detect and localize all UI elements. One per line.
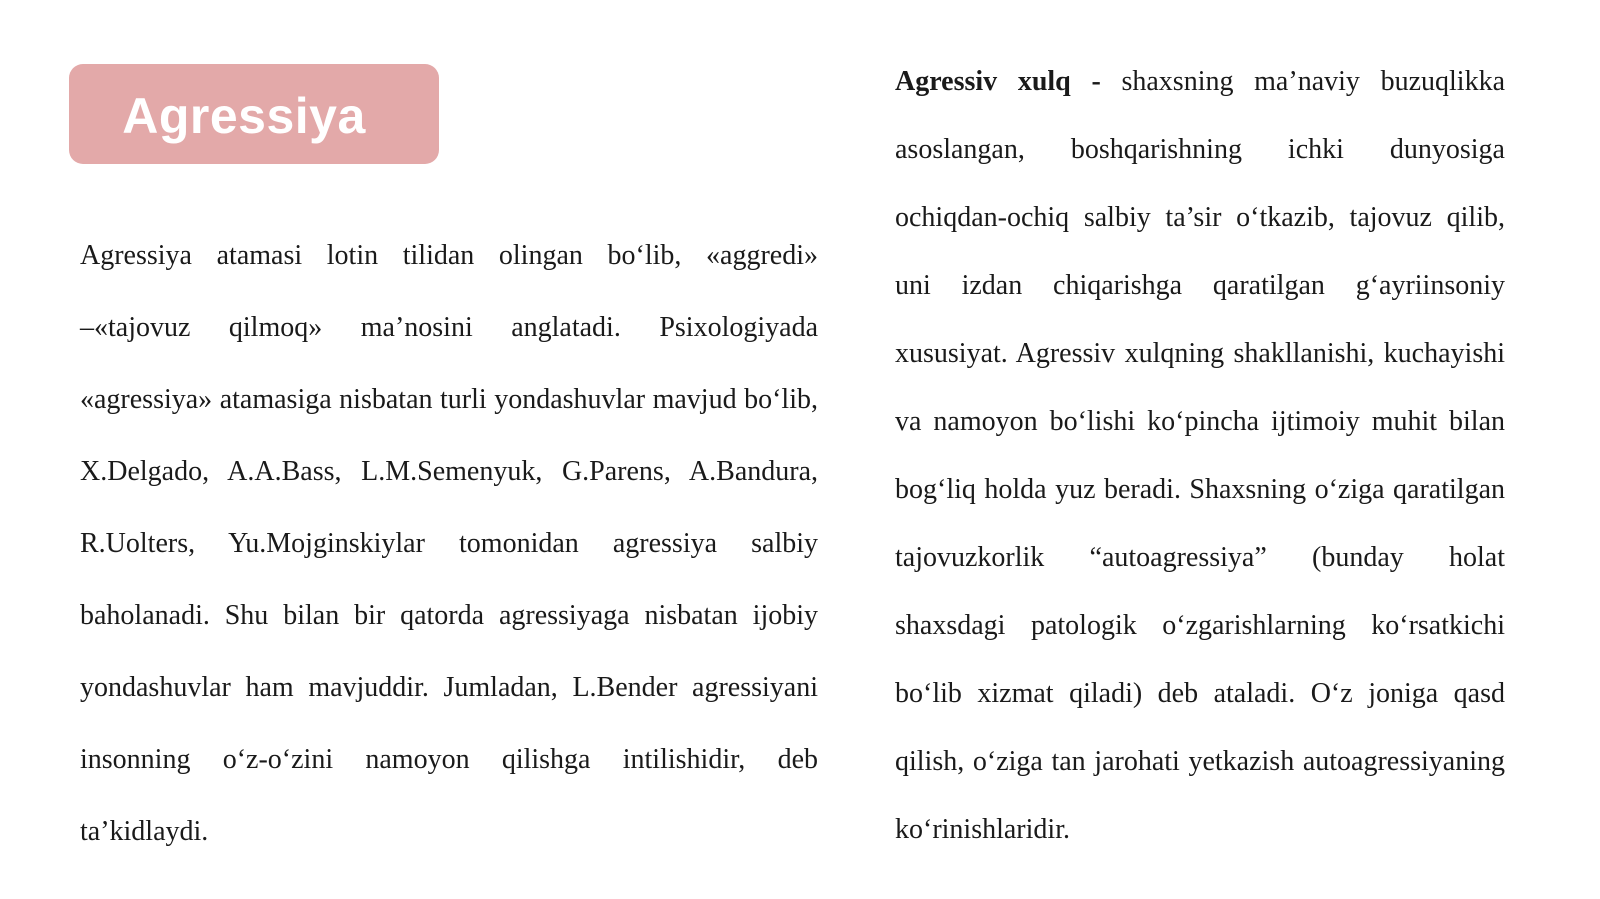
left-column	[80, 220, 818, 868]
right-paragraph	[895, 48, 1505, 864]
definition-term: Agressiv xulq	[895, 66, 1071, 97]
definition-separator: -	[1070, 66, 1122, 97]
right-column	[895, 48, 1505, 864]
title-banner	[69, 64, 439, 164]
page-title: Agressiya	[122, 88, 366, 144]
definition-body: shaxsning ma’naviy buzuqlikka asoslangan, boshqarishning ichki dunyosiga ochiqdan-ochiq salbiy ta’sir o‘tkazib, tajovuz qilib, uni izdan chiqarishga qaratilgan g‘ayriinsoniy xususiyat. Agressiv xulqning shakllanishi, kuchayishi va namoyon bo‘lishi ko‘pincha ijtimoiy muhit bilan bog‘liq holda yuz beradi. Shaxsning o‘ziga qaratilgan tajovuzkorlik “autoagressiya” (bunday holat shaxsdagi patologik o‘zgarishlarning ko‘rsatkichi bo‘lib xizmat qiladi) deb ataladi. O‘z joniga qasd qilish, o‘ziga tan jarohati yetkazish autoagressiyaning ko‘rinishlaridir.	[895, 66, 1505, 845]
left-paragraph: Agressiya atamasi lotin tilidan olingan bo‘lib, «aggredi» –«tajovuz qilmoq» ma’nosini anglatadi. Psixologiyada «agressiya» atamasiga nisbatan turli yondashuvlar mavjud bo‘lib, X.Delgado, A.A.Bass, L.M.Semenyuk, G.Parens, A.Bandura, R.Uolters, Yu.Mojginskiylar tomonidan agressiya salbiy baholanadi. Shu bilan bir qatorda agressiyaga nisbatan ijobiy yondashuvlar ham mavjuddir. Jumladan, L.Bender agressiyani insonning o‘z-o‘zini namoyon qilishga intilishidir, deb ta’kidlaydi.	[80, 240, 818, 847]
